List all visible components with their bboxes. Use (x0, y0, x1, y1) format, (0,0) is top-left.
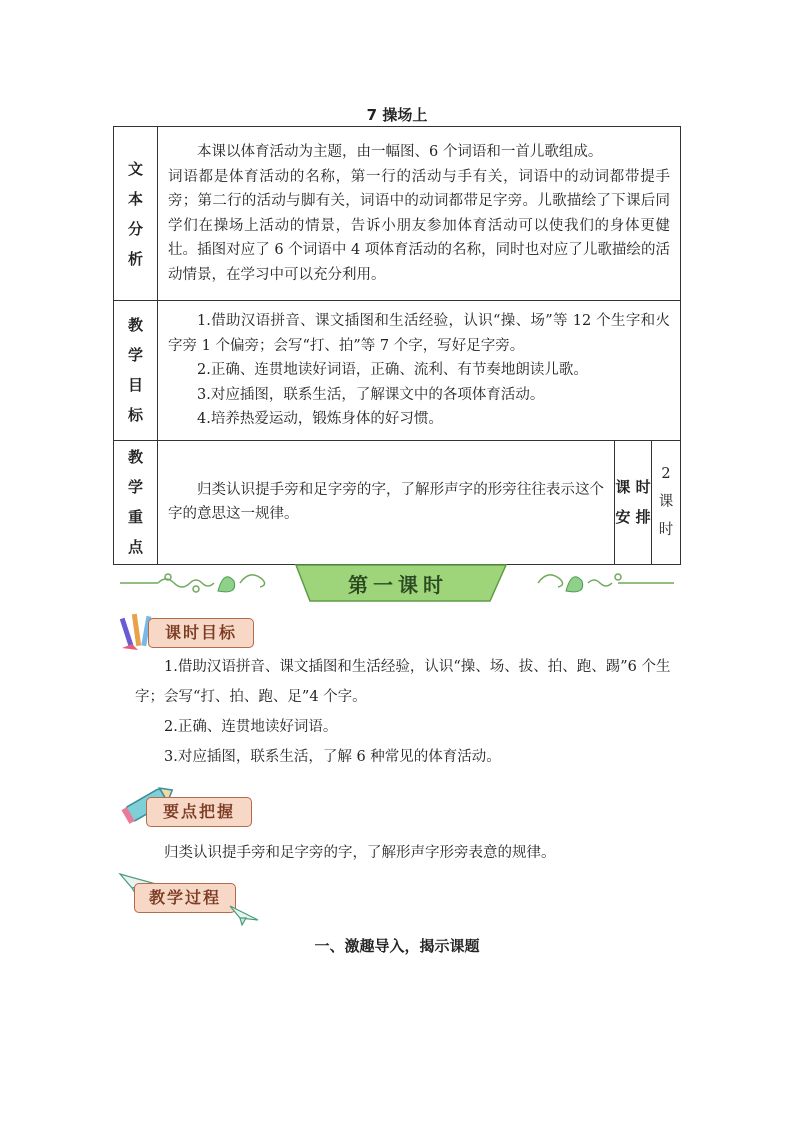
label-char: 学 (127, 478, 143, 496)
schedule-number: 2 (661, 466, 671, 482)
label-char: 课 (615, 478, 631, 496)
leaf-icon (218, 577, 235, 592)
lesson-overview-table (113, 126, 681, 565)
schedule-char: 时 (658, 522, 674, 538)
paper-plane-icon (228, 898, 260, 926)
lesson-goal-item: 3.对应插图，联系生活，了解 6 种常见的体育活动。 (164, 749, 501, 765)
focus-body (158, 440, 615, 564)
label-char: 标 (127, 406, 143, 425)
analysis-body (158, 127, 681, 301)
right-curl-ornament (538, 575, 563, 587)
process-heading: 一、激趣导入，揭示课题 (314, 937, 480, 955)
lesson-title: 7 操场上 (366, 106, 428, 124)
focus-text: 归类认识提手旁和足字旁的字，了解形声字的形旁往往表示这个字的意思这一规律。 (168, 481, 604, 522)
lesson-goal-item: 1.借助汉语拼音、课文插图和生活经验，认识“操、场、拔、拍、跑、踢”6 个生字；会写“打、拍、跑、足”4 个字。 (135, 659, 671, 705)
label-char: 本 (127, 189, 143, 208)
label-char: 分 (127, 219, 143, 238)
goals-body (158, 301, 681, 441)
goal-item: 3.对应插图，联系生活，了解课文中的各项体育活动。 (197, 386, 545, 403)
goals-label (114, 301, 158, 441)
focus-row (114, 440, 681, 564)
schedule-value (652, 440, 681, 564)
label-char: 安 (615, 508, 631, 526)
label-char: 教 (127, 316, 143, 335)
goal-item: 4.培养热爱运动，锻炼身体的好习惯。 (197, 411, 443, 427)
label-char: 排 (635, 508, 651, 526)
left-curl-ornament (240, 575, 265, 587)
goal-item: 1.借助汉语拼音、课文插图和生活经验，认识“操、场”等 12 个生字和火字旁 1 个偏旁；会写“打、拍”等 7 个字，写好足字旁。 (168, 313, 670, 354)
label-char: 重 (127, 508, 143, 526)
analysis-paragraph: 词语都是体育活动的名称，第一行的活动与手有关，词语中的动词都带提手旁；第二行的活动与脚有关，词语中的动词都带足字旁。儿歌描绘了下课后同学们在操场上活动的情景，告诉小朋友参加体育活动可以使我们的身体更健壮。插图对应了 6 个词语中 4 项体育活动的名称，同时也对应了儿歌描绘的活动情景，在学习中可以充分利用。 (168, 168, 670, 283)
focus-label (114, 440, 158, 564)
section-tag-teaching-process: 教学过程 (134, 883, 236, 913)
label-char: 点 (127, 538, 143, 556)
left-vine-ornament (120, 574, 214, 592)
goals-row (114, 301, 681, 441)
label-char: 目 (127, 376, 143, 395)
leaf-icon (566, 577, 583, 592)
key-points-content (130, 838, 690, 868)
label-char: 学 (127, 346, 143, 365)
schedule-label (615, 440, 652, 564)
label-char: 文 (127, 159, 143, 178)
banner-title: 第一课时 (348, 573, 448, 597)
section-tag-lesson-goals: 课时目标 (148, 618, 254, 648)
lesson-goal-item: 2.正确、连贯地读好词语。 (164, 719, 338, 735)
label-char: 教 (127, 448, 143, 466)
label-char: 时 (635, 478, 651, 496)
schedule-char: 课 (658, 494, 674, 510)
lesson-goals-content (130, 652, 690, 772)
analysis-paragraph: 本课以体育活动为主题，由一幅图、6 个词语和一首儿歌组成。 (197, 144, 603, 160)
analysis-label (114, 127, 158, 301)
goal-item: 2.正确、连贯地读好词语，正确、流利、有节奏地朗读儿歌。 (197, 362, 588, 378)
label-char: 析 (127, 249, 143, 268)
right-vine-ornament (588, 574, 674, 586)
section-tag-key-points: 要点把握 (146, 797, 252, 827)
lesson-banner (118, 561, 676, 605)
analysis-row (114, 127, 681, 301)
key-points-text: 归类认识提手旁和足字旁的字，了解形声字形旁表意的规律。 (164, 845, 556, 861)
